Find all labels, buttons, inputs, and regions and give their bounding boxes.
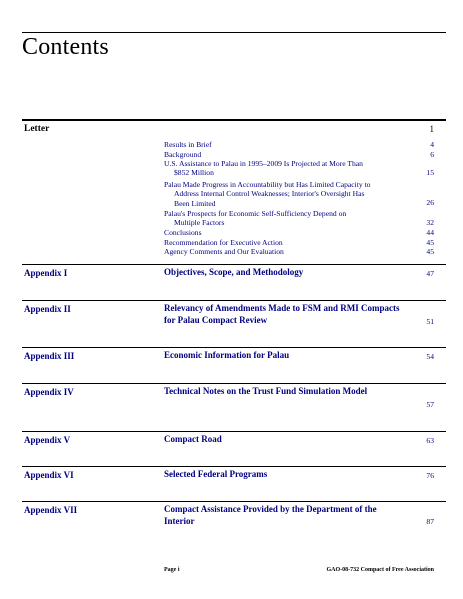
- appendix-label[interactable]: Appendix IV: [24, 387, 74, 397]
- appendix-page-number: 47: [426, 269, 434, 278]
- appendix-page-number: 76: [426, 471, 434, 480]
- appendix-label[interactable]: Appendix II: [24, 304, 71, 314]
- toc-item-accountability[interactable]: [164, 180, 404, 208]
- toc-item-label: Palau's Prospects for Economic Self-Sufficiency Depend on: [164, 209, 347, 218]
- appendix-page-number: 54: [426, 352, 434, 361]
- toc-item-label-continued: Multiple Factors: [174, 218, 225, 228]
- appendix-label[interactable]: Appendix VI: [24, 470, 74, 480]
- appendix-page-number: 63: [426, 436, 434, 445]
- toc-page-number: 45: [426, 247, 434, 256]
- toc-page-number: 6: [430, 150, 434, 159]
- toc-item-label-continued: Address Internal Control Weaknesses; Interior's Oversight Has: [174, 189, 365, 199]
- toc-item-label: Conclusions: [164, 228, 202, 237]
- page-title: Contents: [22, 34, 109, 60]
- toc-item-label: Agency Comments and Our Evaluation: [164, 247, 284, 256]
- appendix-page-number: 57: [426, 400, 434, 409]
- toc-page-number: 44: [426, 228, 434, 237]
- appendix-rule: [22, 300, 446, 301]
- appendix-title[interactable]: Objectives, Scope, and Methodology: [164, 267, 304, 277]
- toc-item-label-continued: Been Limited: [174, 198, 216, 208]
- toc-page-number: 4: [430, 140, 434, 149]
- appendix-rule: [22, 431, 446, 432]
- appendix-rule: [22, 347, 446, 348]
- toc-item-agency-comments[interactable]: [164, 247, 404, 256]
- toc-item-us-assistance[interactable]: [164, 159, 404, 178]
- appendix-label[interactable]: Appendix V: [24, 435, 71, 445]
- appendix-title[interactable]: Compact Road: [164, 434, 222, 444]
- toc-item-recommendation[interactable]: [164, 238, 404, 247]
- toc-page-number: 15: [426, 168, 434, 177]
- footer-page-number: Page i: [164, 567, 180, 573]
- toc-item-label: Palau Made Progress in Accountability but Has Limited Capacity to: [164, 180, 371, 189]
- appendix-title[interactable]: Economic Information for Palau: [164, 350, 290, 360]
- toc-item-label: Recommendation for Executive Action: [164, 238, 283, 247]
- appendix-title[interactable]: Technical Notes on the Trust Fund Simulation Model: [164, 386, 368, 396]
- appendix-page-number: 87: [426, 517, 434, 526]
- appendix-rule: [22, 501, 446, 502]
- appendix-rule: [22, 383, 446, 384]
- appendix-page-number: 51: [426, 317, 434, 326]
- toc-item-self-sufficiency[interactable]: [164, 209, 404, 228]
- toc-page-number: 45: [426, 238, 434, 247]
- appendix-label[interactable]: Appendix I: [24, 268, 68, 278]
- appendix-title[interactable]: Selected Federal Programs: [164, 469, 268, 479]
- footer-report-id: GAO-08-732 Compact of Free Association: [326, 567, 434, 573]
- letter-page-number: 1: [429, 124, 434, 134]
- appendix-title[interactable]: Relevancy of Amendments Made to FSM and RMI Compacts for Palau Compact Review: [164, 303, 400, 325]
- appendix-rule: [22, 264, 446, 265]
- toc-item-background[interactable]: [164, 150, 404, 159]
- toc-item-label-continued: $852 Million: [174, 168, 214, 178]
- toc-item-conclusions[interactable]: [164, 228, 404, 237]
- toc-page-number: 32: [426, 218, 434, 227]
- toc-item-label: U.S. Assistance to Palau in 1995–2009 Is Projected at More Than: [164, 159, 363, 168]
- toc-page-number: 26: [426, 198, 434, 207]
- appendix-label[interactable]: Appendix III: [24, 351, 75, 361]
- appendix-rule: [22, 466, 446, 467]
- letter-heading[interactable]: Letter: [24, 124, 50, 134]
- letter-rule: [22, 119, 446, 121]
- toc-item-results-in-brief[interactable]: [164, 140, 404, 149]
- toc-item-label: Background: [164, 150, 202, 159]
- toc-item-label: Results in Brief: [164, 140, 212, 149]
- appendix-label[interactable]: Appendix VII: [24, 505, 78, 515]
- appendix-title[interactable]: Compact Assistance Provided by the Department of the Interior: [164, 504, 377, 526]
